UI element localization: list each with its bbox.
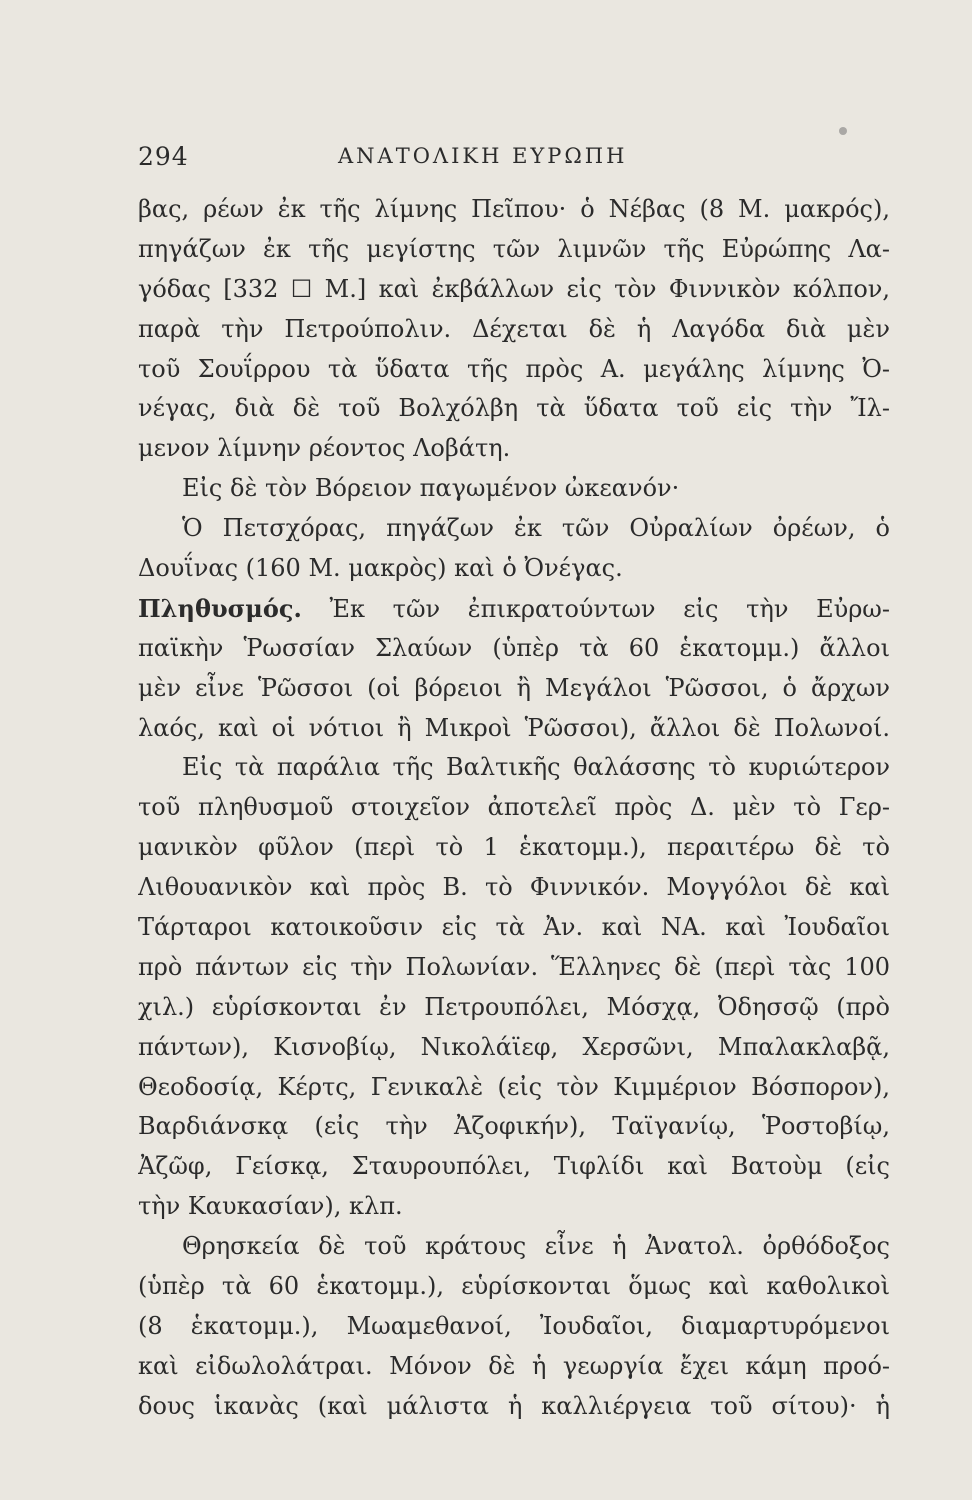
text-line: Βαρδιάνσκᾳ (εἰς τὴν Ἀζοφικήν), Ταϊγανίῳ, Ῥοστοβίῳ,	[138, 1112, 890, 1141]
text-line: Θεοδοσίᾳ, Κέρτς, Γενικαλὲ (εἰς τὸν Κιμμέριον Βόσπορον),	[138, 1072, 890, 1101]
text-line: Τάρταροι κατοικοῦσιν εἰς τὰ Ἀν. καὶ ΝΑ. καὶ Ἰουδαῖοι	[138, 913, 890, 942]
text-line: χιλ.) εὑρίσκονται ἐν Πετρουπόλει, Μόσχᾳ, Ὀδησσῷ (πρὸ	[138, 992, 890, 1021]
text-line: τοῦ πληθυσμοῦ στοιχεῖον ἀποτελεῖ πρὸς Δ. μὲν τὸ Γερ-	[138, 793, 890, 822]
text-line: παϊκὴν Ῥωσσίαν Σλαύων (ὑπὲρ τὰ 60 ἑκατομμ.) ἄλλοι	[138, 633, 890, 662]
text-line: λαός, καὶ οἱ νότιοι ἢ Μικροὶ Ῥῶσσοι), ἄλλοι δὲ Πολωνοί.	[138, 713, 890, 742]
text-line: Θρησκεία δὲ τοῦ κράτους εἶνε ἡ Ἀνατολ. ὀρθόδοξος	[182, 1232, 890, 1261]
text-line: δους ἱκανὰς (καὶ μάλιστα ἡ καλλιέργεια τοῦ σίτου)· ἡ	[138, 1391, 890, 1420]
text-line: πρὸ πάντων εἰς τὴν Πολωνίαν. Ἕλληνες δὲ (περὶ τὰς 100	[138, 952, 890, 981]
page-number: 294	[138, 142, 189, 171]
running-title: ΑΝΑΤΟΛΙΚΗ ΕΥΡΩΠΗ	[338, 144, 628, 168]
text-line: νέγας, διὰ δὲ τοῦ Βολχόλβη τὰ ὕδατα τοῦ εἰς τὴν Ἴλ-	[138, 394, 890, 423]
text-line: Ὁ Πετσχόρας, πηγάζων ἐκ τῶν Οὐραλίων ὀρέων, ὁ	[182, 514, 890, 543]
section-subheading: Πληθυσμός.	[138, 593, 302, 623]
text-line: πηγάζων ἐκ τῆς μεγίστης τῶν λιμνῶν τῆς Εὐρώπης Λα-	[138, 234, 890, 263]
text-line: μενον λίμνην ρέοντος Λοβάτη.	[138, 434, 511, 463]
text-line: βας, ρέων ἐκ τῆς λίμνης Πεῖπου· ὁ Νέβας (8 Μ. μακρός),	[138, 195, 890, 223]
text-line: παρὰ τὴν Πετρούπολιν. Δέχεται δὲ ἡ Λαγόδα διὰ μὲν	[138, 314, 890, 343]
text-line: τὴν Καυκασίαν), κλπ.	[138, 1192, 403, 1221]
text-line: Εἰς δὲ τὸν Βόρειον παγωμένον ὠκεανόν·	[182, 474, 680, 503]
text-line: (8 ἑκατομμ.), Μωαμεθανοί, Ἰουδαῖοι, διαμαρτυρόμενοι	[138, 1311, 890, 1340]
text-line	[138, 589, 890, 629]
page-header	[138, 140, 890, 180]
text-line-rest: Ἐκ τῶν ἐπικρατούντων εἰς τὴν Εὐρω-	[329, 594, 890, 623]
text-line: μὲν εἶνε Ῥῶσσοι (οἱ βόρειοι ἢ Μεγάλοι Ῥῶσσοι, ὁ ἄρχων	[138, 673, 890, 702]
text-line: (ὑπὲρ τὰ 60 ἑκατομμ.), εὑρίσκονται ὅμως καὶ καθολικοὶ	[138, 1272, 890, 1301]
text-line: Λιθουανικὸν καὶ πρὸς Β. τὸ Φιννικόν. Μογγόλοι δὲ καὶ	[138, 873, 890, 902]
text-line: τοῦ Σουΐρρου τὰ ὕδατα τῆς πρὸς Α. μεγάλης λίμνης Ὀ-	[138, 354, 890, 383]
text-line: Εἰς τὰ παράλια τῆς Βαλτικῆς θαλάσσης τὸ κυριώτερον	[182, 753, 890, 782]
paper-spot	[839, 127, 847, 135]
text-line: μανικὸν φῦλον (περὶ τὸ 1 ἑκατομμ.), περαιτέρω δὲ τὸ	[138, 833, 890, 862]
text-line: πάντων), Κισνοβίῳ, Νικολάϊεφ, Χερσῶνι, Μπαλακλαβᾷ,	[138, 1032, 890, 1061]
text-line: καὶ εἰδωλολάτραι. Μόνον δὲ ἡ γεωργία ἔχει κάμη προό-	[138, 1351, 890, 1380]
text-line: γόδας [332 ☐ Μ.] καὶ ἐκβάλλων εἰς τὸν Φιννικὸν κόλπον,	[138, 274, 890, 303]
text-body	[138, 190, 890, 1427]
text-line: Ἀζῶφ, Γείσκᾳ, Σταυρουπόλει, Τιφλίδι καὶ Βατοὺμ (εἰς	[138, 1152, 890, 1181]
text-line: Δουΐνας (160 Μ. μακρὸς) καὶ ὁ Ὀνέγας.	[138, 554, 623, 583]
